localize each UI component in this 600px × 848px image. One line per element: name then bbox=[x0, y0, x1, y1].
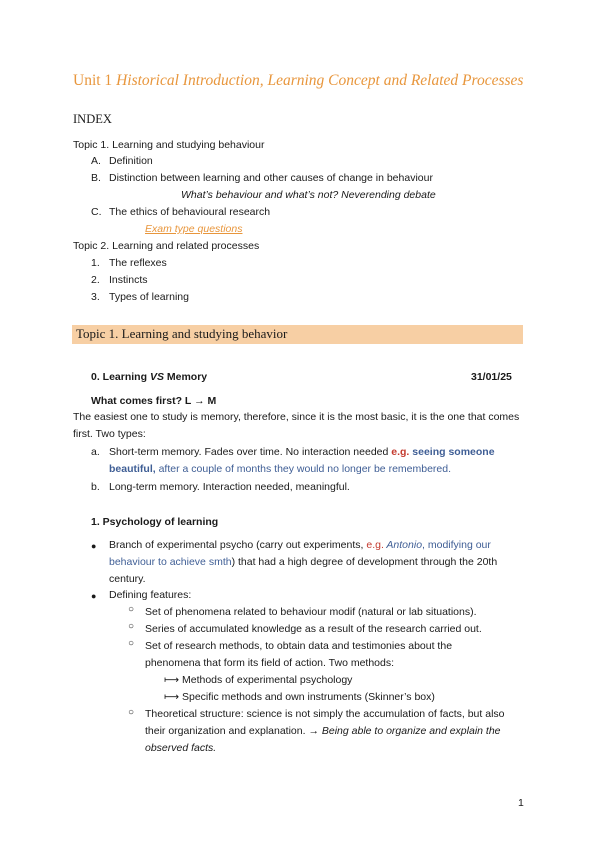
feature-2: Series of accumulated knowledge as a result of the research carried out. bbox=[145, 623, 482, 635]
title-unit: Unit 1 bbox=[73, 72, 113, 89]
circle-bullet-icon: ○ bbox=[128, 604, 135, 615]
index-item-c: The ethics of behavioural research bbox=[109, 206, 271, 218]
subsection-0-heading: 0. Learning VS Memory bbox=[91, 371, 208, 383]
feature-3: Set of research methods, to obtain data and testimonies about the phenomena that form its field of action. Two methods: bbox=[145, 640, 453, 669]
feature-1: Set of phenomena related to behaviour modif (natural or lab situations). bbox=[145, 606, 477, 618]
item-b-text: Long-term memory. Interaction needed, meaningful. bbox=[109, 481, 350, 493]
index-item-3-marker: 3. bbox=[91, 291, 100, 303]
item-a-text: Short-term memory. Fades over time. No interaction needed e.g. seeing someone beautiful, after a couple of months they would no longer be remembered. bbox=[109, 446, 495, 475]
bullet-icon: ● bbox=[91, 541, 97, 551]
index-item-2-marker: 2. bbox=[91, 274, 100, 286]
arrow-icon: ⟼ bbox=[164, 691, 180, 703]
memory-paragraph: The easiest one to study is memory, therefore, since it is the most basic, it is the one that comes first. Two types: bbox=[73, 411, 520, 440]
bullet-branch: Branch of experimental psycho (carry out experiments, e.g. Antonio, modifying our behaviour to achieve smth) that had a high degree of development through the 20th century. bbox=[109, 539, 498, 585]
index-item-b-marker: B. bbox=[91, 172, 101, 184]
question: What comes first? L → M bbox=[91, 395, 217, 407]
index-item-3: Types of learning bbox=[109, 291, 189, 303]
index-topic-1: Topic 1. Learning and studying behaviour bbox=[73, 139, 265, 151]
index-item-a: Definition bbox=[109, 155, 153, 167]
index-item-b: Distinction between learning and other causes of change in behaviour bbox=[109, 172, 433, 184]
title-rest: Historical Introduction, Learning Concept and Related Processes bbox=[112, 72, 524, 89]
bullet-icon: ● bbox=[91, 591, 97, 601]
bullet-defining: Defining features: bbox=[109, 589, 192, 601]
page-number: 1 bbox=[518, 797, 524, 809]
index-heading: INDEX bbox=[73, 112, 112, 126]
method-2: Specific methods and own instruments (Skinner’s box) bbox=[182, 691, 435, 703]
item-a-marker: a. bbox=[91, 446, 100, 458]
index-item-2: Instincts bbox=[109, 274, 148, 286]
document-title bbox=[73, 72, 523, 90]
section-heading: Topic 1. Learning and studying behavior bbox=[76, 326, 288, 341]
item-b-marker: b. bbox=[91, 481, 100, 493]
exam-note-link[interactable]: Exam type questions bbox=[145, 223, 243, 235]
index-topic-2: Topic 2. Learning and related processes bbox=[73, 240, 260, 252]
section-heading-bar bbox=[72, 325, 523, 344]
index-item-1: The reflexes bbox=[109, 257, 167, 269]
circle-bullet-icon: ○ bbox=[128, 621, 135, 632]
circle-bullet-icon: ○ bbox=[128, 707, 135, 718]
debate-note: What’s behaviour and what’s not? Neverending debate bbox=[181, 189, 436, 201]
arrow-icon: ⟼ bbox=[164, 674, 180, 686]
index-item-a-marker: A. bbox=[91, 155, 101, 167]
feature-4: Theoretical structure: science is not simply the accumulation of facts, but also their organization and explanation. → Being able to organize and explain the observed facts. bbox=[145, 708, 505, 754]
date: 31/01/25 bbox=[471, 371, 512, 383]
index-item-1-marker: 1. bbox=[91, 257, 100, 269]
method-1: Methods of experimental psychology bbox=[182, 674, 353, 686]
circle-bullet-icon: ○ bbox=[128, 638, 135, 649]
subsection-1-heading: 1. Psychology of learning bbox=[91, 516, 219, 528]
index-item-c-marker: C. bbox=[91, 206, 102, 218]
